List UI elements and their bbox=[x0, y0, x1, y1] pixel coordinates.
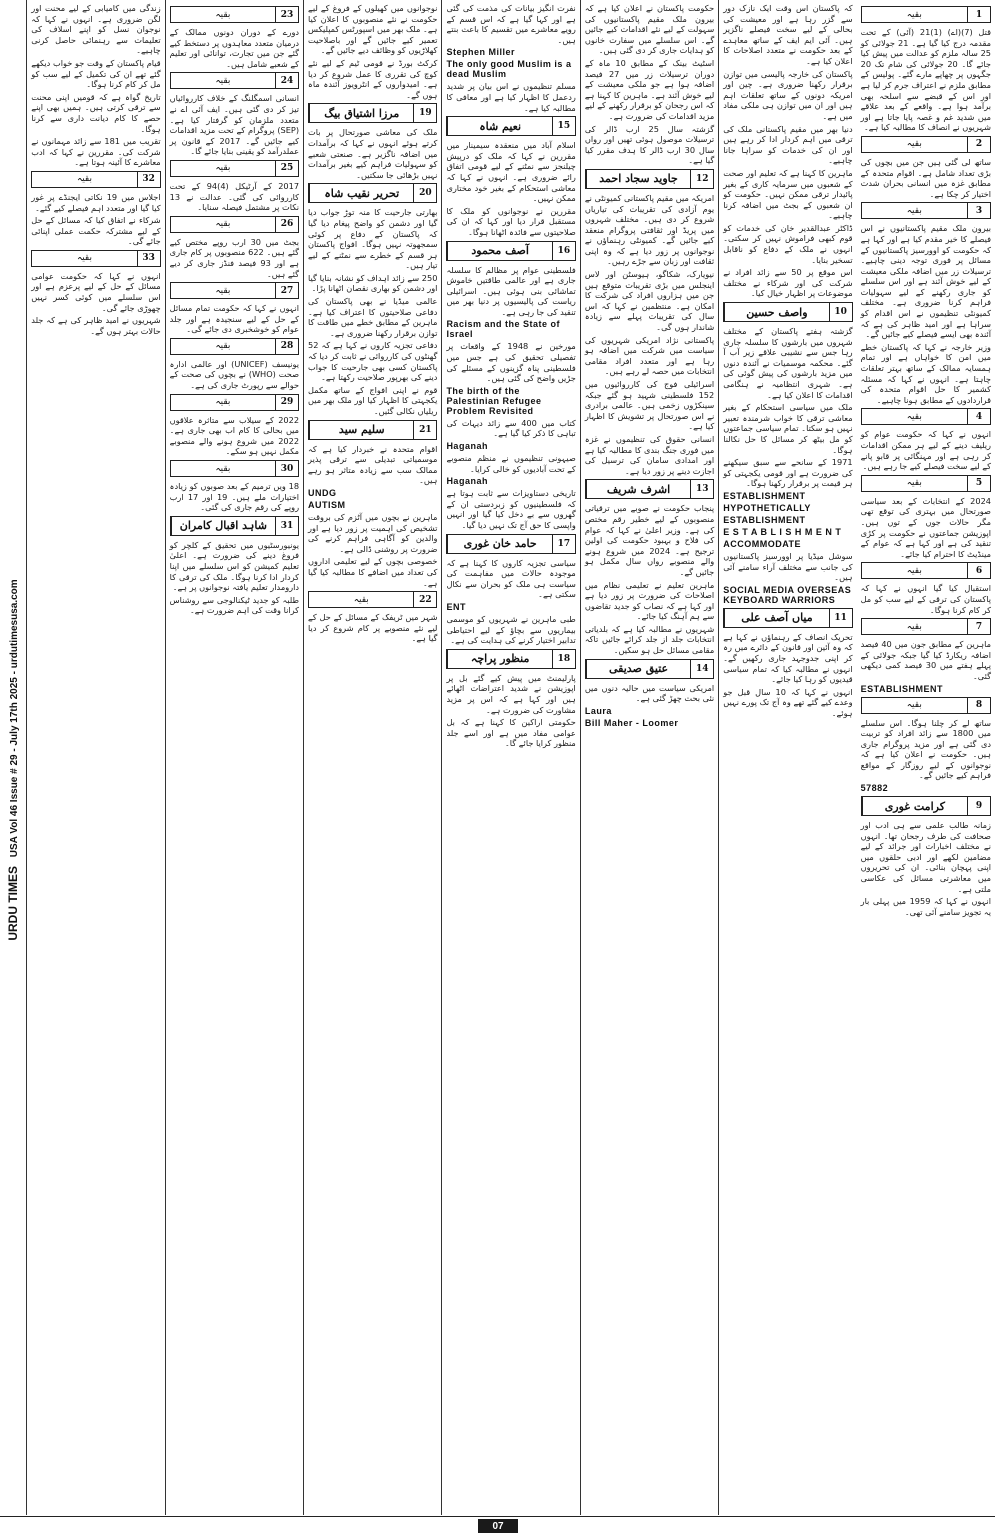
continuation-header bbox=[446, 241, 575, 261]
masthead-text bbox=[6, 579, 20, 940]
author-name: اشرف شریف bbox=[586, 480, 690, 498]
author-name: نعیم شاہ bbox=[447, 117, 551, 135]
author-name: آصف محمود bbox=[447, 242, 551, 260]
article-paragraph: پاکستان کی خارجہ پالیسی میں توازن برقرار رکھنا ضروری ہے۔ چین اور امریکہ دونوں کے ساتھ تعلقات اہم ہیں اور ان میں توازن ہی ملکی مفاد میں ہے۔ bbox=[723, 68, 853, 121]
continuation-label: بقیہ bbox=[353, 594, 369, 605]
article-paragraph: امریکہ میں مقیم پاکستانی کمیونٹی نے یوم آزادی کی تقریبات کی تیاریاں شروع کر دی ہیں۔ مختلف شہروں میں پریڈ اور ثقافتی پروگرام منعقد کیے جائیں گے۔ کمیونٹی رہنماؤں نے نوجوانوں پر زور دیا ہے کہ وہ اپنی ثقافت اور زبان سے جڑے رہیں۔ bbox=[584, 192, 715, 267]
continuation-header bbox=[446, 534, 575, 554]
issue-info: USA Vol 46 Issue # 29 - July 17th 2025 - urdutimesusa.com bbox=[9, 579, 20, 858]
article-paragraph: 1971 کے سانحے سے سبق سیکھنے کی ضرورت ہے اور قومی یکجہتی کو ہر قیمت پر برقرار رکھنا ہوگا۔ bbox=[723, 457, 853, 489]
english-phrase: SOCIAL MEDIA OVERSEAS KEYBOARD WARRIORS bbox=[723, 584, 852, 605]
article-paragraph: تاریخ گواہ ہے کہ قومیں اپنی محنت سے ترقی کرتی ہیں۔ ہمیں بھی اپنے حصے کا کام دیانت داری سے کرنا ہوگا۔ bbox=[31, 91, 161, 134]
article-paragraph: انسانی اسمگلنگ کے خلاف کارروائیاں تیز کر دی گئی ہیں۔ ایف آئی اے نے متعدد ملزمان کو گرفتار کیا ہے۔ (SEP) پروگرام کے تحت مزید اقدامات کیے جائیں گے۔ 2017 کے قانون پر عملدرآمد کو یقینی بنایا جائے گا۔ bbox=[169, 93, 300, 157]
continuation-number: 27 bbox=[275, 283, 298, 298]
continuation-header bbox=[170, 72, 299, 89]
continuation-label: بقیہ bbox=[906, 478, 922, 489]
continuation-label: بقیہ bbox=[906, 700, 922, 710]
article-paragraph: ملک میں سیاسی استحکام کے بغیر معاشی ترقی کا خواب شرمندہ تعبیر نہیں ہو سکتا۔ تمام سیاسی جماعتوں کو مل بیٹھ کر مسائل کا حل نکالنا ہوگا۔ bbox=[723, 402, 853, 455]
continuation-number: 2 bbox=[967, 137, 990, 152]
english-phrase: 57882 bbox=[860, 783, 889, 794]
article-paragraph: ڈاکٹر عبدالقدیر خان کی خدمات کو قوم کبھی فراموش نہیں کر سکتی۔ انہوں نے ملک کے دفاع کو ناقابل تسخیر بنایا۔ bbox=[723, 222, 853, 265]
continuation-header bbox=[308, 420, 437, 440]
article-paragraph: شہریوں نے مطالبہ کیا ہے کہ بلدیاتی انتخابات جلد از جلد کرائے جائیں تاکہ مقامی مسائل حل ہو سکیں۔ bbox=[584, 623, 715, 656]
continuation-header bbox=[861, 136, 991, 153]
continuation-number: 8 bbox=[967, 698, 990, 713]
article-paragraph: ماہرین کا کہنا ہے کہ تعلیم اور صحت کے شعبوں میں سرمایہ کاری کے بغیر پائیدار ترقی ممکن نہیں۔ حکومت کو ان شعبوں کے بجٹ میں اضافہ کرنا چاہیے۔ bbox=[723, 167, 853, 221]
author-name: حامد خان غوری bbox=[447, 535, 551, 553]
article-paragraph: اسٹیٹ بینک کے مطابق 10 ماہ کے دوران ترسیلات زر میں 27 فیصد اضافہ ہوا ہے جو ملکی معیشت کے لیے خوش آئند ہے۔ ماہرین کا کہنا ہے کہ اس رجحان کو برقرار رکھنے کے لیے مزید اقدامات کی ضرورت ہے۔ bbox=[584, 57, 715, 121]
continuation-header bbox=[585, 479, 714, 499]
author-name: تحریر نقیب شاہ bbox=[309, 184, 413, 202]
column-3 bbox=[580, 0, 718, 1515]
continuation-number: 12 bbox=[690, 170, 713, 188]
continuation-label: بقیہ bbox=[215, 219, 231, 230]
continuation-label: بقیہ bbox=[906, 621, 922, 632]
article-paragraph: 18 ویں ترمیم کے بعد صوبوں کو زیادہ اختیارات ملے ہیں۔ 19 اور 17 ارب روپے کی رقم جاری کی گئی۔ bbox=[169, 481, 300, 513]
newspaper-columns bbox=[26, 0, 995, 1515]
author-name: کرامت غوری bbox=[862, 797, 967, 815]
article-paragraph: انہوں نے کہا کہ 10 سال قبل جو وعدے کیے گئے تھے وہ آج تک پورے نہیں ہوئے۔ bbox=[723, 686, 853, 718]
article-paragraph: پاکستانی نژاد امریکی شہریوں کی سیاست میں شرکت میں اضافہ ہو رہا ہے اور متعدد افراد مقامی انتخابات میں حصہ لے رہے ہیں۔ bbox=[584, 334, 715, 377]
article-paragraph: صیہونی تنظیموں نے منظم منصوبے کے تحت آبادیوں کو خالی کرایا۔ bbox=[446, 453, 576, 474]
article-paragraph: 2017 کے آرٹیکل (4)94 کے تحت کارروائی کی گئی۔ عدالت نے 13 نکات پر مشتمل فیصلہ سنایا۔ bbox=[169, 180, 300, 213]
article-paragraph: بجٹ میں 30 ارب روپے مختص کیے گئے ہیں۔ 622 منصوبوں پر کام جاری ہے اور 93 فیصد فنڈز جاری کر دیے گئے ہیں۔ bbox=[169, 236, 300, 279]
article-paragraph: یونیورسٹیوں میں تحقیق کے کلچر کو فروغ دینے کی ضرورت ہے۔ اعلیٰ تعلیم کمیشن کو اس سلسلے میں اپنا کردار ادا کرنا ہوگا۔ ملک کی ترقی کا دارومدار تعلیم یافتہ نوجوانوں پر ہے۔ bbox=[169, 539, 300, 593]
continuation-number: 23 bbox=[275, 7, 298, 22]
article-paragraph: ساتھ لی گئی ہیں جن میں بچوں کی بڑی تعداد شامل ہے۔ اقوام متحدہ کے مطابق غزہ میں انسانی بحران شدت اختیار کر چکا ہے۔ bbox=[860, 156, 991, 199]
article-paragraph: دورے کے دوران دونوں ممالک کے درمیان متعدد معاہدوں پر دستخط کیے گئے جن میں تجارت، توانائی اور تعلیم کے شعبے شامل ہیں۔ bbox=[169, 27, 300, 69]
article-paragraph: تحریک انصاف کے رہنماؤں نے کہا ہے کہ وہ آئین اور قانون کے دائرے میں رہ کر اپنی جدوجہد جاری رکھیں گے۔ انہوں نے مطالبہ کیا کہ تمام سیاسی قیدیوں کو رہا کیا جائے۔ bbox=[723, 631, 853, 685]
continuation-label: بقیہ bbox=[906, 205, 922, 216]
article-paragraph: ماہرین نے بچوں میں آٹزم کی بروقت تشخیص کی اہمیت پر زور دیا ہے اور والدین کو آگاہی فراہم کرنے کی ضرورت پر روشنی ڈالی ہے۔ bbox=[308, 511, 438, 554]
continuation-header bbox=[170, 394, 299, 411]
author-name: منظور پراچہ bbox=[447, 650, 551, 668]
continuation-header bbox=[861, 475, 991, 492]
continuation-number: 25 bbox=[275, 161, 298, 176]
english-phrase: AUTISM bbox=[308, 499, 346, 510]
continuation-number: 29 bbox=[275, 395, 298, 410]
english-phrase: ACCOMMODATE bbox=[723, 538, 802, 549]
article-paragraph: کتاب میں 400 سے زائد دیہات کی تباہی کا ذکر کیا گیا ہے۔ bbox=[446, 417, 576, 439]
article-paragraph: پارلیمنٹ میں پیش کیے گئے بل پر اپوزیشن نے شدید اعتراضات اٹھائے ہیں اور کہا ہے کہ اس پر مزید مشاورت کی ضرورت ہے۔ bbox=[446, 672, 576, 715]
continuation-label: بقیہ bbox=[215, 75, 231, 86]
article-paragraph: کہ پاکستان اس وقت ایک نازک دور سے گزر رہا ہے اور معیشت کی بحالی کے لیے سخت فیصلے ناگزیر ہیں۔ آئی ایم ایف کے ساتھ معاہدے کے بعد حکومت نے متعدد اصلاحات کا اعلان کیا ہے۔ bbox=[723, 3, 853, 66]
article-paragraph: گزشتہ ہفتے پاکستان کے مختلف شہروں میں بارشوں کا سلسلہ جاری رہا جس سے نشیبی علاقے زیر آب آ گئے۔ محکمہ موسمیات نے آئندہ دنوں میں مزید بارشوں کی پیش گوئی کی ہے۔ شہری انتظامیہ نے ہنگامی اقدامات کا اعلان کیا ہے۔ bbox=[723, 326, 853, 400]
article-paragraph: قتل (7)(اے) (1)21 (آئی) کے تحت مقدمہ درج کیا گیا ہے۔ 21 جولائی کو 25 سالہ ملزم کو عدالت میں پیش کیا جائے گا۔ 20 جولائی کی شام تک 20 جگہوں پر چھاپے مارے گئے۔ پولیس کے مطابق ملزم نے اعتراف جرم کر لیا ہے اور اس کے قبضے سے اسلحہ بھی برآمد ہوا ہے۔ واقعے کے بعد علاقے میں شدید غم و غصہ پایا جاتا ہے اور شہریوں نے انصاف کا مطالبہ کیا ہے۔ bbox=[860, 27, 992, 133]
english-phrase: ESTABLISHMENT bbox=[723, 490, 806, 501]
article-paragraph: مسلم تنظیموں نے اس بیان پر شدید ردعمل کا اظہار کیا ہے اور معافی کا مطالبہ کیا ہے۔ bbox=[446, 81, 576, 113]
article-paragraph: انہوں نے کہا کہ حکومت تمام مسائل کے حل کے لیے سنجیدہ ہے اور جلد عوام کو خوشخبری دی جائے گی۔ bbox=[169, 303, 300, 335]
column-4 bbox=[441, 0, 579, 1515]
continuation-number: 20 bbox=[413, 184, 436, 202]
article-paragraph: 2022 کے سیلاب سے متاثرہ علاقوں میں بحالی کا کام اب بھی جاری ہے۔ 2022 میں شروع ہونے والے منصوبے مکمل نہیں ہو سکے۔ bbox=[169, 414, 300, 457]
column-5 bbox=[303, 0, 441, 1515]
masthead-spine bbox=[0, 0, 26, 1515]
continuation-number: 31 bbox=[275, 517, 298, 535]
article-paragraph: زمانہ طالب علمی سے ہی ادب اور صحافت کی طرف رجحان تھا۔ انہوں نے مختلف اخبارات اور جرائد کے لیے مضامین لکھے اور ادبی حلقوں میں اپنی پہچان بنائی۔ ان کی تحریروں میں معاشرتی مسائل کی عکاسی ملتی ہے۔ bbox=[860, 820, 991, 894]
article-paragraph: تاریخی دستاویزات سے ثابت ہوتا ہے کہ فلسطینیوں کو زبردستی ان کے گھروں سے بے دخل کیا گیا اور انہیں واپسی کا حق آج تک نہیں دیا گیا۔ bbox=[446, 488, 576, 530]
article-paragraph: شہریوں نے امید ظاہر کی ہے کہ جلد حالات بہتر ہوں گے۔ bbox=[31, 315, 161, 336]
article-paragraph: سیاسی تجزیہ کاروں کا کہنا ہے کہ موجودہ حالات میں مفاہمت کی سیاست ہی ملک کو بحران سے نکال سکتی ہے۔ bbox=[446, 557, 576, 600]
article-paragraph: خصوصی بچوں کے لیے تعلیمی اداروں کی تعداد میں اضافے کا مطالبہ کیا گیا ہے۔ bbox=[308, 556, 438, 588]
article-paragraph: حکومت پاکستان نے اعلان کیا ہے کہ بیرون ملک مقیم پاکستانیوں کی سہولت کے لیے نئے اقدامات کیے جائیں گے۔ اس سلسلے میں سفارت خانوں کو ہدایات جاری کر دی گئی ہیں۔ bbox=[584, 3, 715, 56]
article-paragraph: مقررین نے نوجوانوں کو ملک کا مستقبل قرار دیا اور کہا کہ ان کی صلاحیتوں سے فائدہ اٹھانا ہوگا۔ bbox=[446, 205, 576, 237]
article-paragraph: استقبال کیا گیا انہوں نے کہا کہ پاکستان کی ترقی کے لیے سب کو مل کر کام کرنا ہوگا۔ bbox=[860, 583, 991, 615]
article-paragraph: زندگی میں کامیابی کے لیے محنت اور لگن ضروری ہے۔ انہوں نے کہا کہ نوجوان نسل کو اپنے اسلاف کی تعلیمات سے رہنمائی حاصل کرنی چاہیے۔ bbox=[31, 3, 161, 56]
continuation-number: 15 bbox=[552, 117, 575, 135]
author-name: جاوید سجاد احمد bbox=[586, 170, 690, 188]
english-phrase: ESTABLISHMENT bbox=[860, 683, 943, 694]
column-6 bbox=[165, 0, 303, 1515]
english-phrase: Laura bbox=[584, 705, 612, 716]
article-paragraph: فلسطینی عوام پر مظالم کا سلسلہ جاری ہے اور عالمی طاقتیں خاموش تماشائی بنی ہوئی ہیں۔ اسرائیلی ریاست کی پالیسیوں پر دنیا بھر میں تنقید کی جا رہی ہے۔ bbox=[446, 264, 576, 317]
article-paragraph: انہوں نے کہا کہ 1959 میں پہلی بار یہ تجویز سامنے آئی تھی۔ bbox=[860, 896, 991, 917]
continuation-header bbox=[861, 562, 991, 579]
article-paragraph: سوشل میڈیا پر اوورسیز پاکستانیوں کی جانب سے مختلف آراء سامنے آئی ہیں۔ bbox=[723, 550, 853, 583]
article-paragraph: یونیسف (UNICEF) اور عالمی ادارہ صحت (WHO) نے بچوں کی صحت کے حوالے سے رپورٹ جاری کی ہے۔ bbox=[169, 358, 300, 391]
article-paragraph: انسانی حقوق کی تنظیموں نے غزہ میں فوری جنگ بندی کا مطالبہ کیا ہے اور امدادی سامان کی ترسیل کی اجازت دینے پر زور دیا ہے۔ bbox=[584, 433, 715, 476]
continuation-header bbox=[308, 183, 437, 203]
continuation-label: بقیہ bbox=[906, 139, 922, 150]
continuation-header bbox=[861, 697, 991, 714]
english-phrase: Haganah bbox=[446, 476, 488, 487]
article-paragraph: نفرت انگیز بیانات کی مذمت کی گئی ہے اور کہا گیا ہے کہ اس قسم کے رویے معاشرے میں تقسیم کا باعث بنتے ہیں۔ bbox=[446, 3, 576, 45]
continuation-number: 22 bbox=[413, 592, 436, 607]
continuation-label: بقیہ bbox=[215, 463, 231, 474]
article-paragraph: قوم نے اپنی افواج کے ساتھ مکمل یکجہتی کا اظہار کیا اور ملک بھر میں ریلیاں نکالی گئیں۔ bbox=[308, 384, 438, 416]
continuation-header bbox=[170, 6, 299, 23]
continuation-header bbox=[170, 516, 299, 536]
continuation-number: 1 bbox=[967, 7, 990, 22]
author-name: مرزا اشتیاق بیگ bbox=[309, 104, 413, 122]
article-paragraph: کرکٹ بورڈ نے قومی ٹیم کے لیے نئے کوچ کی تقرری کا عمل شروع کر دیا ہے۔ امیدواروں کے انٹرویوز آئندہ ماہ ہوں گے۔ bbox=[308, 57, 438, 100]
article-paragraph: 250 سے زائد اہداف کو نشانہ بنایا گیا اور دشمن کو بھاری نقصان اٹھانا پڑا۔ bbox=[308, 272, 438, 294]
continuation-header bbox=[31, 171, 160, 188]
author-name: میاں آصف علی bbox=[724, 609, 828, 627]
article-paragraph: دفاعی تجزیہ کاروں نے کہا ہے کہ 52 گھنٹوں کی کارروائی نے ثابت کر دیا کہ پاکستان کسی بھی جارحیت کا جواب دینے کی بھرپور صلاحیت رکھتا ہے۔ bbox=[308, 340, 438, 383]
article-paragraph: مورخین نے 1948 کے واقعات پر تفصیلی تحقیق کی ہے جس میں فلسطینی پناہ گزینوں کے مسئلے کی جڑیں واضح کی گئی ہیں۔ bbox=[446, 341, 576, 384]
continuation-number: 26 bbox=[275, 217, 298, 232]
continuation-number: 7 bbox=[967, 619, 990, 634]
column-2 bbox=[718, 0, 856, 1515]
article-paragraph: شہر میں ٹریفک کے مسائل کے حل کے لیے نئے منصوبے پر کام شروع کر دیا گیا ہے۔ bbox=[308, 612, 438, 644]
continuation-label: بقیہ bbox=[215, 397, 231, 408]
continuation-label: بقیہ bbox=[215, 341, 231, 352]
article-paragraph: عالمی میڈیا نے بھی پاکستان کی دفاعی صلاحیتوں کا اعتراف کیا ہے۔ ماہرین کے مطابق خطے میں طاقت کا توازن برقرار رکھنا ضروری ہے۔ bbox=[308, 296, 438, 338]
continuation-header bbox=[861, 618, 991, 635]
continuation-number: 9 bbox=[967, 797, 990, 815]
author-name: عتیق صدیقی bbox=[586, 660, 690, 678]
continuation-number: 30 bbox=[275, 461, 298, 476]
footer-rule bbox=[0, 1516, 995, 1517]
continuation-number: 6 bbox=[967, 563, 990, 578]
continuation-label: بقیہ bbox=[215, 285, 231, 296]
continuation-label: بقیہ bbox=[215, 9, 231, 20]
continuation-number: 11 bbox=[829, 609, 852, 627]
continuation-number: 28 bbox=[275, 339, 298, 354]
article-paragraph: گزشتہ سال 25 ارب ڈالر کی ترسیلات موصول ہوئی تھیں اور رواں سال 30 ارب ڈالر کا ہدف مقرر کیا گیا ہے۔ bbox=[584, 123, 715, 166]
continuation-header bbox=[170, 460, 299, 477]
article-paragraph: اس موقع پر 50 سے زائد افراد نے شرکت کی اور شرکاء نے مختلف موضوعات پر اظہار خیال کیا۔ bbox=[723, 267, 853, 299]
article-paragraph: نوجوانوں میں کھیلوں کے فروغ کے لیے حکومت نے نئے منصوبوں کا اعلان کیا ہے۔ ملک بھر میں اسپورٹس کمپلیکس تعمیر کیے جائیں گے اور باصلاحیت کھلاڑیوں کو وظائف دیے جائیں گے۔ bbox=[308, 3, 438, 56]
continuation-number: 13 bbox=[690, 480, 713, 498]
english-phrase: The birth of the Palestinian Refugee Problem Revisited bbox=[446, 385, 542, 416]
continuation-header bbox=[861, 796, 991, 816]
column-7 bbox=[26, 0, 164, 1515]
article-paragraph: اسرائیلی فوج کی کارروائیوں میں 152 فلسطینی شہید ہو گئے جبکہ سینکڑوں زخمی ہیں۔ عالمی برادری نے اس صورتحال پر تشویش کا اظہار کیا ہے۔ bbox=[584, 379, 715, 432]
english-phrase: UNDG bbox=[308, 487, 337, 498]
english-phrase: ENT bbox=[446, 601, 466, 612]
article-paragraph: تقریب میں 181 سے زائد مہمانوں نے شرکت کی۔ مقررین نے کہا کہ ادب معاشرے کا آئینہ ہوتا ہے۔ bbox=[31, 136, 161, 168]
author-name: واصف حسین bbox=[724, 303, 828, 321]
continuation-label: بقیہ bbox=[76, 174, 92, 185]
english-phrase: E S T A B L I S H M E N T bbox=[723, 526, 842, 537]
article-paragraph: امریکی سیاست میں حالیہ دنوں میں نئی بحث چھڑ گئی ہے۔ bbox=[584, 682, 715, 704]
author-name: سلیم سید bbox=[309, 421, 413, 439]
article-paragraph: شرکاء نے اتفاق کیا کہ مسائل کے حل کے لیے مشترکہ حکمت عملی اپنائی جائے گی۔ bbox=[31, 215, 161, 247]
page-number: 07 bbox=[478, 1519, 518, 1533]
continuation-header bbox=[308, 103, 437, 123]
continuation-header bbox=[31, 250, 160, 267]
continuation-number: 14 bbox=[690, 660, 713, 678]
article-paragraph: طلبہ کو جدید ٹیکنالوجی سے روشناس کرانا وقت کی اہم ضرورت ہے۔ bbox=[169, 594, 300, 616]
english-phrase: Racism and the State of Israel bbox=[446, 319, 560, 340]
article-paragraph: بیرون ملک مقیم پاکستانیوں نے اس فیصلے کا خیر مقدم کیا ہے اور کہا ہے کہ حکومت کو اوورسیز پاکستانیوں کے مسائل پر فوری توجہ دینی چاہیے۔ ترسیلات زر میں اضافہ ملکی معیشت کے لیے خوش آئند ہے اور اس سلسلے کو جاری رکھنے کے لیے سہولیات فراہم کرنا ضروری ہے۔ مختلف کمیونٹی تنظیموں نے اس اقدام کو سراہا ہے اور امید ظاہر کی ہے کہ آئندہ بھی ایسے فیصلے کیے جائیں گے۔ bbox=[860, 223, 991, 340]
article-paragraph: پنجاب حکومت نے صوبے میں ترقیاتی منصوبوں کے لیے خطیر رقم مختص کی ہے۔ وزیر اعلیٰ نے کہا کہ عوام کی فلاح و بہبود حکومت کی اولین ترجیح ہے۔ 2024 میں شروع ہونے والے منصوبے رواں سال مکمل ہو جائیں گے۔ bbox=[584, 503, 715, 577]
continuation-header bbox=[446, 649, 575, 669]
continuation-number: 24 bbox=[275, 73, 298, 88]
article-paragraph: انہوں نے کہا کہ حکومت عوام کو ریلیف دینے کے لیے ہر ممکن اقدامات کر رہی ہے اور مہنگائی پر قابو پانے کے لیے سخت فیصلے کیے جا رہے ہیں۔ bbox=[860, 429, 991, 472]
article-paragraph: اجلاس میں 19 نکاتی ایجنڈے پر غور کیا گیا اور متعدد اہم فیصلے کیے گئے۔ bbox=[31, 191, 161, 213]
continuation-header bbox=[585, 169, 714, 189]
continuation-number: 32 bbox=[137, 172, 160, 187]
column-1 bbox=[857, 0, 995, 1515]
continuation-number: 17 bbox=[552, 535, 575, 553]
continuation-header bbox=[723, 302, 852, 322]
continuation-number: 19 bbox=[413, 104, 436, 122]
continuation-label: بقیہ bbox=[906, 9, 922, 20]
article-paragraph: 2024 کے انتخابات کے بعد سیاسی صورتحال میں بہتری کی توقع تھی مگر حالات جوں کے توں ہیں۔ اپوزیشن جماعتوں نے حکومت پر کڑی تنقید کی ہے اور کہا ہے کہ عوام کے مینڈیٹ کا احترام کیا جائے۔ bbox=[860, 495, 991, 559]
continuation-number: 3 bbox=[967, 203, 990, 218]
article-paragraph: قیام پاکستان کے وقت جو خواب دیکھے گئے تھے ان کی تکمیل کے لیے سب کو مل کر کام کرنا ہوگا۔ bbox=[31, 57, 161, 90]
continuation-header bbox=[170, 282, 299, 299]
continuation-header bbox=[585, 659, 714, 679]
continuation-label: بقیہ bbox=[906, 411, 922, 422]
article-paragraph: بھارتی جارحیت کا منہ توڑ جواب دیا گیا اور دشمن کو واضح پیغام دیا گیا کہ پاکستان کے دفاع پر کوئی سمجھوتہ نہیں ہوگا۔ افواج پاکستان ہر قسم کے خطرے سے نمٹنے کے لیے تیار ہیں۔ bbox=[308, 207, 438, 271]
continuation-header bbox=[861, 6, 991, 23]
continuation-label: بقیہ bbox=[906, 565, 922, 576]
article-paragraph: طبی ماہرین نے شہریوں کو موسمی بیماریوں سے بچاؤ کے لیے احتیاطی تدابیر اختیار کرنے کی ہدایت کی ہے۔ bbox=[446, 613, 576, 646]
continuation-header bbox=[861, 202, 991, 219]
continuation-number: 18 bbox=[552, 650, 575, 668]
article-paragraph: اسلام آباد میں منعقدہ سیمینار میں مقررین نے کہا کہ ملک کو درپیش چیلنجز سے نمٹنے کے لیے قومی اتفاق رائے ضروری ہے۔ انہوں نے کہا کہ معاشی استحکام کے بغیر خود مختاری ممکن نہیں۔ bbox=[446, 140, 576, 204]
english-phrase: The only good Muslim is a dead Muslim bbox=[446, 59, 572, 80]
continuation-label: بقیہ bbox=[215, 163, 231, 174]
continuation-number: 10 bbox=[829, 303, 852, 321]
article-paragraph: دنیا بھر میں مقیم پاکستانی ملک کی ترقی میں اہم کردار ادا کر رہے ہیں اور ان کی خدمات کو سراہا جانا چاہیے۔ bbox=[723, 123, 853, 166]
continuation-header bbox=[170, 160, 299, 177]
english-phrase: Bill Maher - Loomer bbox=[584, 717, 679, 728]
article-paragraph: نیویارک، شکاگو، ہیوسٹن اور لاس اینجلس میں بڑی تقریبات متوقع ہیں جن میں ہزاروں افراد کی شرکت کا امکان ہے۔ منتظمین نے کہا کہ اس سال کی تقریبات پہلے سے زیادہ شاندار ہوں گی۔ bbox=[584, 269, 715, 333]
continuation-number: 4 bbox=[967, 409, 990, 424]
continuation-number: 33 bbox=[137, 251, 160, 266]
article-paragraph: حکومتی اراکین کا کہنا ہے کہ بل عوامی مفاد میں ہے اور اسے جلد منظور کرایا جائے گا۔ bbox=[446, 717, 576, 749]
continuation-header bbox=[308, 591, 437, 608]
article-paragraph: ماہرین کے مطابق جون میں 40 فیصد اضافہ ریکارڈ کیا گیا جبکہ جولائی کے پہلے ہفتے میں 30 فیصد کمی دیکھی گئی۔ bbox=[860, 639, 991, 681]
article-paragraph: ملک کی معاشی صورتحال پر بات کرتے ہوئے انہوں نے کہا کہ برآمدات میں اضافہ ناگزیر ہے۔ صنعتی شعبے کو سہولیات فراہم کیے بغیر برآمدات نہیں بڑھائی جا سکتیں۔ bbox=[308, 127, 438, 180]
continuation-header bbox=[170, 338, 299, 355]
continuation-header bbox=[446, 116, 575, 136]
english-phrase: Haganah bbox=[446, 441, 488, 452]
english-phrase: HYPOTHETICALLY bbox=[723, 502, 811, 513]
article-paragraph: انہوں نے کہا کہ حکومت عوامی مسائل کے حل کے لیے پرعزم ہے اور اس سلسلے میں کوئی کسر نہیں چھوڑی جائے گی۔ bbox=[31, 270, 161, 313]
english-phrase: Stephen Miller bbox=[446, 47, 515, 58]
continuation-header bbox=[723, 608, 852, 628]
article-paragraph: وزیر خارجہ نے کہا کہ پاکستان خطے میں امن کا خواہاں ہے اور تمام ہمسایہ ممالک کے ساتھ بہتر تعلقات چاہتا ہے۔ انہوں نے کہا کہ مسئلہ کشمیر کا حل اقوام متحدہ کی قراردادوں کے مطابق ہونا چاہیے۔ bbox=[860, 341, 991, 405]
article-paragraph: اقوام متحدہ نے خبردار کیا ہے کہ موسمیاتی تبدیلی سے ترقی پذیر ممالک سب سے زیادہ متاثر ہو رہے ہیں۔ bbox=[308, 443, 438, 486]
author-name: شاہد اقبال کامران bbox=[171, 517, 275, 535]
article-paragraph: ساتھ لے کر چلنا ہوگا۔ اس سلسلے میں 1800 سے زائد افراد کو تربیت دی گئی ہے اور مزید پروگرام جاری ہیں۔ حکومت نے اعلان کیا ہے کہ نوجوانوں کے لیے روزگار کے مواقع فراہم کیے جائیں گے۔ bbox=[860, 717, 991, 781]
continuation-header bbox=[861, 408, 991, 425]
continuation-number: 21 bbox=[413, 421, 436, 439]
article-paragraph: ماہرین تعلیم نے تعلیمی نظام میں اصلاحات کی ضرورت پر زور دیا ہے اور کہا ہے کہ نصاب کو جدید تقاضوں سے ہم آہنگ کیا جائے۔ bbox=[584, 579, 715, 622]
continuation-number: 5 bbox=[967, 476, 990, 491]
continuation-label: بقیہ bbox=[76, 253, 92, 264]
continuation-header bbox=[170, 216, 299, 233]
english-phrase: ESTABLISHMENT bbox=[723, 514, 806, 525]
continuation-number: 16 bbox=[552, 242, 575, 260]
brand-name: URDU TIMES bbox=[6, 866, 20, 941]
